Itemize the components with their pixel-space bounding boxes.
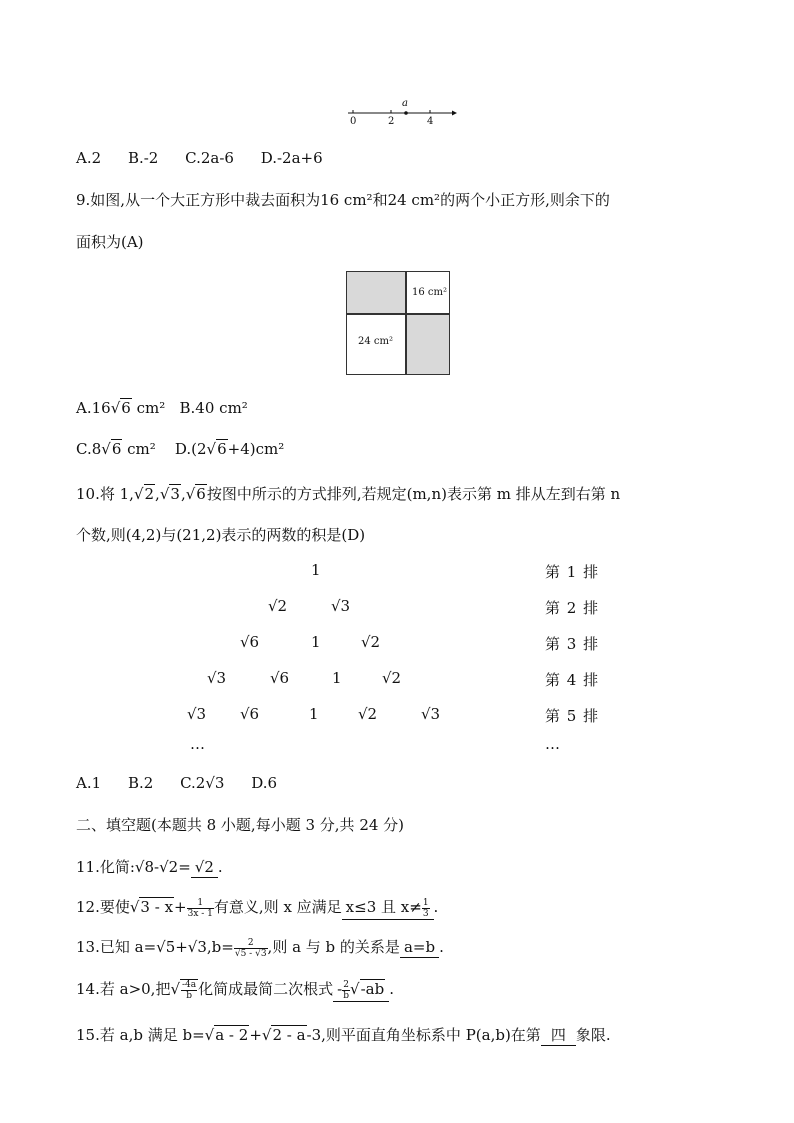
row-label-4: 第 4 排	[545, 671, 600, 689]
option-d: D.-2a+6	[260, 149, 323, 167]
q13: 13.已知 a=√5+√3,b= $\frac{2}{√5 - √3}$ ,则 a 与 b 的关系是 a=b .	[76, 937, 444, 959]
answer-blank: - $\frac{2}{b}$ √-ab	[333, 979, 389, 1002]
answer-blank: 四	[541, 1025, 576, 1046]
row4-item1: √3	[207, 669, 227, 687]
q9-figure	[346, 271, 450, 375]
option-a: A.2	[76, 149, 102, 167]
row4-item4: √2	[382, 669, 402, 687]
option-d: D.(2	[174, 440, 207, 458]
row-label-5: 第 5 排	[545, 707, 600, 725]
answer-blank: a=b	[400, 937, 439, 958]
row4-item2: √6	[270, 669, 290, 687]
number-line-label: a	[402, 98, 408, 109]
option-a: A.1	[76, 774, 102, 792]
fig-label-24: 24 cm²	[358, 336, 393, 347]
q15: 15.若 a,b 满足 b=√a - 2+√2 - a-3,则平面直角坐标系中 P(a,b)在第 四 象限.	[76, 1026, 611, 1044]
tick-2: 2	[388, 116, 395, 127]
option-b: B.2	[127, 774, 154, 792]
option-c: C.8	[76, 440, 102, 458]
q10-text-2: 个数,则(4,2)与(21,2)表示的两数的积是(D)	[76, 526, 366, 544]
radical: √6	[206, 440, 227, 458]
q10-text: 10.将 1,√2,√3,√6按图中所示的方式排列,若规定(m,n)表示第 m 排从左到右第 n	[76, 485, 621, 503]
row4-item3: 1	[332, 669, 342, 687]
number-line	[340, 98, 460, 132]
tick-4: 4	[427, 116, 434, 127]
row2-item2: √3	[331, 597, 351, 615]
row5-item5: √3	[421, 705, 441, 723]
section-heading: 二、填空题(本题共 8 小题,每小题 3 分,共 24 分)	[76, 816, 405, 834]
q10-options	[76, 773, 299, 793]
row1-item1: 1	[311, 561, 321, 579]
row5-item3: 1	[309, 705, 319, 723]
tick-0: 0	[350, 116, 357, 127]
radical: √6	[101, 440, 122, 458]
q12: 12.要使√3 - x+ $\frac{1}{3x - 1}$ 有意义,则 x 应满足 x≤3 且 x≠ $\frac{1}{3}$ .	[76, 897, 439, 919]
fig-label-16: 16 cm²	[412, 287, 447, 298]
q11: 11.化简:√8-√2= √2 .	[76, 858, 223, 876]
answer-blank: x≤3 且 x≠ $\frac{1}{3}$	[342, 897, 434, 920]
row-label-1: 第 1 排	[545, 563, 600, 581]
answer-blank: √2	[191, 857, 218, 878]
q14: 14.若 a>0,把√ $\frac{-4a}{b}$ 化简成最简二次根式 - $\frac{2}{b}$ √-ab .	[76, 979, 394, 1001]
row-label-ellipsis: …	[545, 735, 561, 753]
row5-item4: √2	[358, 705, 378, 723]
row5-item2: √6	[240, 705, 260, 723]
q9-text-2: 面积为(A)	[76, 233, 144, 251]
row-label-3: 第 3 排	[545, 635, 600, 653]
row5-item1: √3	[187, 705, 207, 723]
radical: √6	[110, 399, 131, 417]
row3-item3: √2	[361, 633, 381, 651]
row3-item1: √6	[240, 633, 260, 651]
row-label-2: 第 2 排	[545, 599, 600, 617]
row2-item1: √2	[268, 597, 288, 615]
row3-item2: 1	[311, 633, 321, 651]
option-c: C.2√3	[180, 774, 225, 792]
q9-options-cd: C.8√6 cm² D.(2√6+4)cm²	[76, 440, 285, 458]
q9-text: 9.如图,从一个大正方形中裁去面积为16 cm²和24 cm²的两个小正方形,则余下的	[76, 191, 610, 209]
option-a: A.16	[76, 399, 111, 417]
option-b: B.40 cm²	[179, 399, 248, 417]
q9-options-ab: A.16√6 cm² B.40 cm²	[76, 399, 248, 417]
q8-options	[76, 148, 345, 168]
option-d: D.6	[251, 774, 278, 792]
option-b: B.-2	[127, 149, 159, 167]
tri-ellipsis: …	[190, 735, 205, 753]
option-c: C.2a-6	[185, 149, 234, 167]
